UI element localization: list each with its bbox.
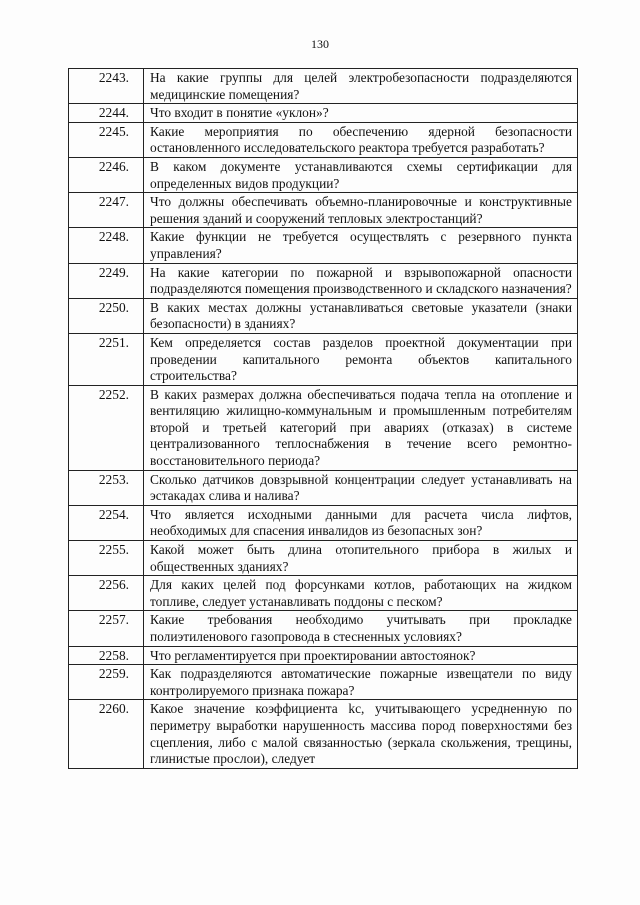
table-row xyxy=(69,646,578,665)
table-row xyxy=(69,122,578,157)
question-text: Какой может быть длина отопительного прибора в жилых и общественных зданиях? xyxy=(144,541,578,576)
questions-table xyxy=(68,68,578,769)
table-row xyxy=(69,700,578,768)
question-number: 2255. xyxy=(69,541,144,576)
question-number: 2244. xyxy=(69,104,144,123)
question-text: В каком документе устанавливаются схемы сертификации для определенных видов продукции? xyxy=(144,157,578,192)
question-number: 2259. xyxy=(69,665,144,700)
question-text: Для каких целей под форсунками котлов, работающих на жидком топливе, следует устанавливать поддоны с песком? xyxy=(144,576,578,611)
table-row xyxy=(69,541,578,576)
table-row xyxy=(69,228,578,263)
table-row xyxy=(69,385,578,470)
question-text: В каких размерах должна обеспечиваться подача тепла на отопление и вентиляцию жилищно-коммунальным и промышленным потребителям второй и третьей категорий при авариях (отказах) в системе централизованного теплоснабжения в течение всего ремонтно-восстановительного периода? xyxy=(144,385,578,470)
question-number: 2249. xyxy=(69,263,144,298)
page-number: 130 xyxy=(311,37,329,51)
questions-table-body xyxy=(69,69,578,769)
question-number: 2258. xyxy=(69,646,144,665)
table-row xyxy=(69,157,578,192)
question-text: Как подразделяются автоматические пожарные извещатели по виду контролируемого признака пожара? xyxy=(144,665,578,700)
question-text: Кем определяется состав разделов проектной документации при проведении капитального ремонта объектов капитального строительства? xyxy=(144,333,578,385)
question-number: 2245. xyxy=(69,122,144,157)
table-row xyxy=(69,193,578,228)
question-text: В каких местах должны устанавливаться световые указатели (знаки безопасности) в зданиях? xyxy=(144,298,578,333)
table-row xyxy=(69,505,578,540)
question-text: Какие требования необходимо учитывать при прокладке полиэтиленового газопровода в стесненных условиях? xyxy=(144,611,578,646)
table-row xyxy=(69,611,578,646)
question-number: 2252. xyxy=(69,385,144,470)
question-text: Какое значение коэффициента kc, учитывающего усредненную по периметру выработки нарушенность массива пород поверхностями без сцепления, либо с малой связанностью (зеркала скольжения, трещины, глинистые прослои), следует xyxy=(144,700,578,768)
question-number: 2250. xyxy=(69,298,144,333)
question-number: 2253. xyxy=(69,470,144,505)
question-text: Какие функции не требуется осуществлять с резервного пункта управления? xyxy=(144,228,578,263)
question-number: 2248. xyxy=(69,228,144,263)
question-number: 2243. xyxy=(69,69,144,104)
question-text: На какие группы для целей электробезопасности подразделяются медицинские помещения? xyxy=(144,69,578,104)
question-text: Сколько датчиков довзрывной концентрации следует устанавливать на эстакадах слива и налива? xyxy=(144,470,578,505)
table-row xyxy=(69,470,578,505)
question-number: 2254. xyxy=(69,505,144,540)
question-number: 2251. xyxy=(69,333,144,385)
question-text: Что входит в понятие «уклон»? xyxy=(144,104,578,123)
table-row xyxy=(69,69,578,104)
table-row xyxy=(69,576,578,611)
question-text: Что является исходными данными для расчета числа лифтов, необходимых для спасения инвалидов из безопасных зон? xyxy=(144,505,578,540)
table-row xyxy=(69,298,578,333)
question-text: Что должны обеспечивать объемно-планировочные и конструктивные решения зданий и сооружений тепловых электростанций? xyxy=(144,193,578,228)
question-text: Какие мероприятия по обеспечению ядерной безопасности остановленного исследовательского реактора требуется разработать? xyxy=(144,122,578,157)
table-row xyxy=(69,263,578,298)
question-number: 2260. xyxy=(69,700,144,768)
table-row xyxy=(69,333,578,385)
table-row xyxy=(69,665,578,700)
table-row xyxy=(69,104,578,123)
question-text: Что регламентируется при проектировании автостоянок? xyxy=(144,646,578,665)
question-number: 2247. xyxy=(69,193,144,228)
question-number: 2257. xyxy=(69,611,144,646)
question-number: 2246. xyxy=(69,157,144,192)
question-text: На какие категории по пожарной и взрывопожарной опасности подразделяются помещения производственного и складского назначения? xyxy=(144,263,578,298)
question-number: 2256. xyxy=(69,576,144,611)
